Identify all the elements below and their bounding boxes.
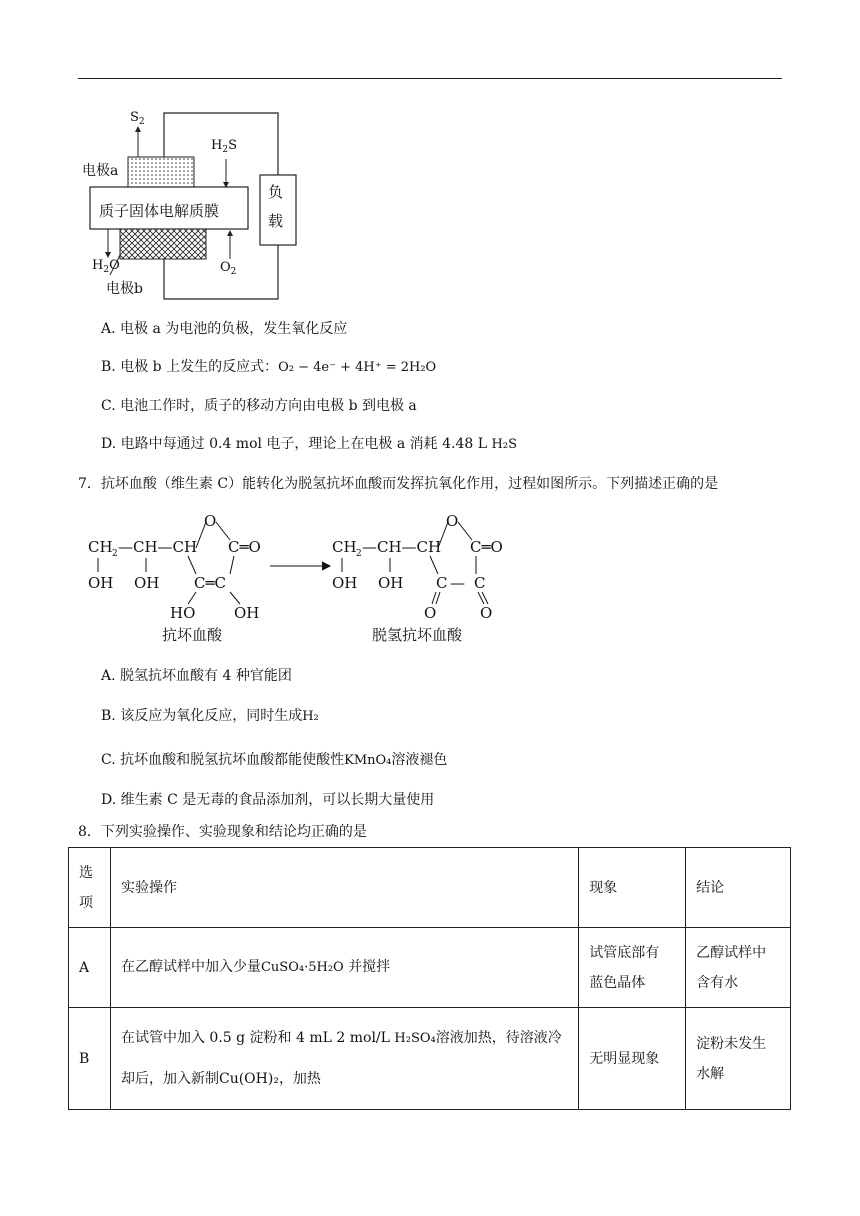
- q7-stem: 7．抗坏血酸（维生素 C）能转化为脱氢抗坏血酸而发挥抗氧化作用，过程如图所示。下列描述正确的是: [78, 476, 719, 492]
- product-o-2: O: [480, 604, 493, 622]
- row-conclusion: 乙醇试样中 含有水: [686, 928, 791, 1008]
- svg-text:C: C: [474, 574, 486, 592]
- electrode-a-block: [128, 157, 194, 187]
- q7-option-a: A. 脱氢抗坏血酸有 4 种官能团: [101, 668, 292, 684]
- load-label-1: 负: [268, 183, 284, 201]
- product-ring-o: O: [446, 512, 459, 530]
- svg-text:C: C: [436, 574, 448, 592]
- product-chain: CH: [332, 538, 357, 556]
- row-phenomenon: 无明显现象: [579, 1008, 686, 1110]
- electrode-a-label: 电极a: [82, 163, 119, 179]
- q8-stem: 8．下列实验操作、实验现象和结论均正确的是: [78, 824, 367, 840]
- q6-option-d: D. 电路中每通过 0.4 mol 电子，理论上在电极 a 消耗 4.48 L H₂S: [101, 436, 517, 452]
- formula: KMnO₄: [344, 753, 392, 768]
- product-oh-2: OH: [378, 574, 404, 592]
- reactant-oh-4: OH: [234, 604, 260, 622]
- svg-text:C═C: C═C: [194, 574, 226, 592]
- electrode-b-label: 电极b: [106, 281, 143, 297]
- q7-option-c: C. 抗坏血酸和脱氢抗坏血酸都能使酸性KMnO₄溶液褪色: [101, 752, 448, 768]
- formula: H₂: [302, 709, 319, 724]
- row-operation: 在试管中加入 0.5 g 淀粉和 4 mL 2 mol/L H₂SO₄溶液加热，待溶液冷 却后，加入新制Cu(OH)₂，加热: [110, 1008, 578, 1110]
- svg-text:2: 2: [112, 549, 118, 559]
- header-conclusion: 结论: [686, 848, 791, 928]
- table-row: [69, 928, 791, 1008]
- product-o-1: O: [424, 604, 437, 622]
- reactant-ring-o: O: [204, 512, 217, 530]
- electrode-b-block: [120, 229, 206, 259]
- row-operation: 在乙醇试样中加入少量CuSO₄·5H₂O 并搅拌: [110, 928, 578, 1008]
- header-rule: [78, 78, 782, 79]
- q6-option-b: B. 电极 b 上发生的反应式：O₂ − 4e⁻ + 4H⁺ = 2H₂O: [101, 359, 437, 375]
- svg-text:—: —: [450, 574, 465, 592]
- product-oh-1: OH: [332, 574, 358, 592]
- row-conclusion: 淀粉未发生 水解: [686, 1008, 791, 1110]
- header-option: 选 项: [69, 848, 111, 928]
- table-header-row: [69, 848, 791, 928]
- reactant-chain: CH: [88, 538, 113, 556]
- svg-text:C═O: C═O: [228, 538, 261, 556]
- svg-text:C═O: C═O: [470, 538, 503, 556]
- row-option: A: [69, 928, 111, 1008]
- reactant-oh-2: OH: [134, 574, 160, 592]
- o2-label: $O_2$: [220, 260, 237, 277]
- reactant-name: 抗坏血酸: [162, 626, 223, 644]
- reactant-oh-3: HO: [170, 604, 196, 622]
- formula: H₂S: [491, 437, 517, 452]
- svg-text:—CH—CH: —CH—CH: [362, 538, 442, 556]
- s2-label: $S_2$: [130, 110, 145, 127]
- formula: O₂ − 4e⁻ + 4H⁺ = 2H₂O: [278, 360, 437, 375]
- q6-option-c: C. 电池工作时，质子的移动方向由电极 b 到电极 a: [101, 398, 417, 414]
- row-option: B: [69, 1008, 111, 1110]
- header-phenomenon: 现象: [579, 848, 686, 928]
- h2o-label: $H_2O$: [92, 258, 120, 275]
- row-phenomenon: 试管底部有 蓝色晶体: [579, 928, 686, 1008]
- load-label-2: 载: [268, 212, 284, 230]
- q7-option-d: D. 维生素 C 是无毒的食品添加剂，可以长期大量使用: [101, 792, 435, 808]
- product-name: 脱氢抗坏血酸: [372, 626, 463, 644]
- q7-option-b: B. 该反应为氧化反应，同时生成H₂: [101, 708, 319, 724]
- table-row: [69, 1008, 791, 1110]
- svg-text:—CH—CH: —CH—CH: [118, 538, 198, 556]
- membrane-label: 质子固体电解质膜: [99, 202, 220, 220]
- experiment-table: [68, 847, 791, 1110]
- q6-option-a: A. 电极 a 为电池的负极，发生氧化反应: [101, 321, 348, 337]
- header-operation: 实验操作: [110, 848, 578, 928]
- svg-text:2: 2: [356, 549, 362, 559]
- reactant-oh-1: OH: [88, 574, 114, 592]
- h2s-label: $H_2S$: [211, 138, 237, 155]
